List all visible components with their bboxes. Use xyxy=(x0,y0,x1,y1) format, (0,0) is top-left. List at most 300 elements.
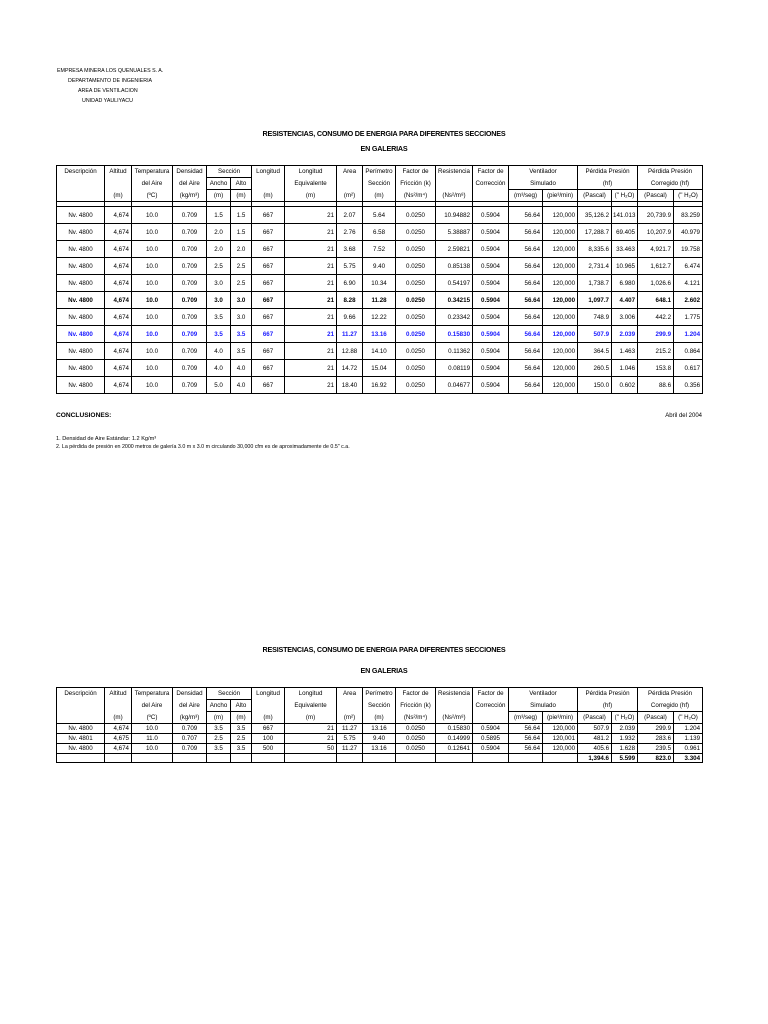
table1-cell: 4,674 xyxy=(105,360,132,377)
table1-cell: 667 xyxy=(252,207,285,224)
table1-cell: 21 xyxy=(285,224,337,241)
table1-cell: Nv. 4800 xyxy=(57,275,105,292)
table1-cell: 0.709 xyxy=(173,343,207,360)
table2-header-cell: (m²) xyxy=(337,712,363,724)
table2-header-cell xyxy=(57,700,105,712)
table1-cell: 3.0 xyxy=(231,309,252,326)
table1-cell: 4.0 xyxy=(231,377,252,394)
table1-header-cell: Fricción (k) xyxy=(396,178,436,190)
table2-header-cell: (Ns²/m⁴) xyxy=(396,712,436,724)
table1-row xyxy=(57,224,703,241)
table2-header-cell xyxy=(473,712,509,724)
conclusions-label: CONCLUSIONES: xyxy=(56,412,112,419)
table1-cell: 0.23342 xyxy=(436,309,473,326)
table1-cell: 56.64 xyxy=(509,360,543,377)
table1-cell: 1.046 xyxy=(612,360,638,377)
table1-cell: 667 xyxy=(252,258,285,275)
table2-cell: 4,674 xyxy=(105,744,132,754)
table1-cell: 0.602 xyxy=(612,377,638,394)
table1-header-cell: Area xyxy=(337,166,363,178)
table1-cell: 2.039 xyxy=(612,326,638,343)
table1-cell: 17,288.7 xyxy=(578,224,612,241)
table1-cell: 2.5 xyxy=(207,258,231,275)
table1-cell: 10.0 xyxy=(132,360,173,377)
table1-cell: 0.5904 xyxy=(473,275,509,292)
table1-cell: Nv. 4800 xyxy=(57,241,105,258)
table1-row xyxy=(57,292,703,309)
table1-cell: 0.5904 xyxy=(473,292,509,309)
table1-cell: 667 xyxy=(252,224,285,241)
table1-header-cell xyxy=(57,190,105,202)
table1-cell: 0.34215 xyxy=(436,292,473,309)
table1-cell: 3.006 xyxy=(612,309,638,326)
table2-cell: 0.707 xyxy=(173,734,207,744)
table2-header-cell: (Pascal) xyxy=(578,712,612,724)
table1-cell: 120,000 xyxy=(543,326,578,343)
table1-header-cell: del Aire xyxy=(132,178,173,190)
table1-cell: 507.9 xyxy=(578,326,612,343)
table1-cell: 0.5904 xyxy=(473,360,509,377)
table2-header-cell: Perímetro xyxy=(363,688,396,700)
table2-cell: 56.64 xyxy=(509,734,543,744)
table1-header-cell xyxy=(105,178,132,190)
table1-cell: 6.58 xyxy=(363,224,396,241)
table1-cell: Nv. 4800 xyxy=(57,343,105,360)
table1-cell: 3.5 xyxy=(231,326,252,343)
table1-header-cell: Sección xyxy=(207,166,252,178)
table2-header-cell: (ºC) xyxy=(132,712,173,724)
table2-cell: 5.75 xyxy=(337,734,363,744)
table1-header-cell: Resistencia xyxy=(436,166,473,178)
table1-cell: 4,674 xyxy=(105,377,132,394)
table1-cell: 21 xyxy=(285,258,337,275)
table1-header-cell: Longitud xyxy=(285,166,337,178)
table2-cell: 1.204 xyxy=(674,724,703,734)
table1-cell: 2.07 xyxy=(337,207,363,224)
table1-cell: 0.0250 xyxy=(396,377,436,394)
table2-cell: 1.932 xyxy=(612,734,638,744)
table2-header-cell: Equivalente xyxy=(285,700,337,712)
table1-cell: 56.64 xyxy=(509,275,543,292)
table1-cell: 0.5904 xyxy=(473,343,509,360)
table1-header-cell: (m) xyxy=(252,190,285,202)
table2-header-cell: (Pascal) xyxy=(638,712,674,724)
table1-cell: 2.0 xyxy=(231,241,252,258)
table1-cell: 4,674 xyxy=(105,241,132,258)
table1-header-cell: Alto xyxy=(231,178,252,190)
table1-cell: 9.66 xyxy=(337,309,363,326)
table1-cell: 16.92 xyxy=(363,377,396,394)
table2-cell: 120,000 xyxy=(543,724,578,734)
table1-cell: 120,000 xyxy=(543,224,578,241)
table1-cell: 0.0250 xyxy=(396,207,436,224)
table1-cell: 1,026.6 xyxy=(638,275,674,292)
table2-header-cell: Factor de xyxy=(396,688,436,700)
table2-header-cell: (m³/seg) xyxy=(509,712,543,724)
table2-cell: 4,674 xyxy=(105,724,132,734)
table2-header-cell: (m) xyxy=(105,712,132,724)
table1-cell: 3.0 xyxy=(231,292,252,309)
table1-header-cell xyxy=(57,178,105,190)
table1-cell: 2.0 xyxy=(207,224,231,241)
table1-cell: 667 xyxy=(252,241,285,258)
table2-header-cell: Alto xyxy=(231,700,252,712)
table2-header-cell: (m) xyxy=(207,712,231,724)
table1-cell: 2.5 xyxy=(231,258,252,275)
table1-cell: 12.88 xyxy=(337,343,363,360)
table2-cell: 21 xyxy=(285,724,337,734)
table2-cell: 4,675 xyxy=(105,734,132,744)
table1-header-cell: (Ns²/m⁸) xyxy=(436,190,473,202)
table2-cell: 2.5 xyxy=(231,734,252,744)
table1-row xyxy=(57,343,703,360)
summary-table xyxy=(56,687,703,763)
table1-cell: 56.64 xyxy=(509,258,543,275)
table2-cell xyxy=(105,754,132,763)
table1-header-cell: Descripción xyxy=(57,166,105,178)
table2-header-cell: (Ns²/m⁸) xyxy=(436,712,473,724)
table2-header-cell: Altitud xyxy=(105,688,132,700)
table2-cell: 0.15830 xyxy=(436,724,473,734)
table1-cell: Nv. 4800 xyxy=(57,360,105,377)
table2-cell xyxy=(285,754,337,763)
table2-cell: 120,001 xyxy=(543,734,578,744)
table1-cell: 1,612.7 xyxy=(638,258,674,275)
table1-cell: 141.013 xyxy=(612,207,638,224)
table2-cell: 56.64 xyxy=(509,744,543,754)
table1-cell: 0.709 xyxy=(173,207,207,224)
table2-cell: 10.0 xyxy=(132,744,173,754)
table1-cell: 120,000 xyxy=(543,258,578,275)
table2-cell: 13.16 xyxy=(363,724,396,734)
table1-cell: 4,674 xyxy=(105,292,132,309)
table1-cell: 21 xyxy=(285,343,337,360)
table1-row xyxy=(57,326,703,343)
table1-cell: 56.64 xyxy=(509,292,543,309)
table2-header-cell: Pérdida Presión xyxy=(578,688,638,700)
table1-row xyxy=(57,377,703,394)
table1-cell: 120,000 xyxy=(543,309,578,326)
table1-cell: Nv. 4800 xyxy=(57,224,105,241)
table1-cell: 0.709 xyxy=(173,326,207,343)
table2-cell: 283.6 xyxy=(638,734,674,744)
table1-cell: 120,000 xyxy=(543,343,578,360)
table1-cell: 0.0250 xyxy=(396,224,436,241)
table1-cell: 9.40 xyxy=(363,258,396,275)
resistance-table xyxy=(56,165,703,394)
table2-cell: 21 xyxy=(285,734,337,744)
table1-cell: 4,674 xyxy=(105,275,132,292)
table2-cell: 0.0250 xyxy=(396,724,436,734)
table2-cell: Nv. 4800 xyxy=(57,744,105,754)
table2-row xyxy=(57,734,703,744)
table1-cell: 14.10 xyxy=(363,343,396,360)
table1-cell: 364.5 xyxy=(578,343,612,360)
table1-header-cell: (" H₂O) xyxy=(674,190,703,202)
table2-header-cell: Area xyxy=(337,688,363,700)
table2-cell: 667 xyxy=(252,724,285,734)
table2-header-cell: Factor de xyxy=(473,688,509,700)
total-value: 3.304 xyxy=(674,754,703,763)
table2-header-cell: Longitud xyxy=(285,688,337,700)
table1-subtitle: EN GALERIAS xyxy=(360,144,408,153)
table1-cell: 667 xyxy=(252,326,285,343)
table1-cell: 10.0 xyxy=(132,326,173,343)
table1-header-cell: Longitud xyxy=(252,166,285,178)
table1-cell: 0.709 xyxy=(173,309,207,326)
table1-header-row xyxy=(57,190,703,202)
table2-header-cell: del Aire xyxy=(173,700,207,712)
table1-cell: 4.0 xyxy=(207,360,231,377)
table1-row xyxy=(57,241,703,258)
table1-cell: 299.9 xyxy=(638,326,674,343)
table2-cell xyxy=(231,754,252,763)
table2-header-cell xyxy=(105,700,132,712)
table1-cell: 56.64 xyxy=(509,377,543,394)
table1-header-cell: (m) xyxy=(363,190,396,202)
table2-cell: 0.0250 xyxy=(396,734,436,744)
table1-cell: 56.64 xyxy=(509,309,543,326)
table2-cell: 1.139 xyxy=(674,734,703,744)
table1-cell: 11.27 xyxy=(337,326,363,343)
table1-cell: 3.68 xyxy=(337,241,363,258)
table2-row xyxy=(57,744,703,754)
table2-cell: 3.5 xyxy=(231,724,252,734)
table1-cell: 0.11362 xyxy=(436,343,473,360)
table2-header-cell: Longitud xyxy=(252,688,285,700)
table1-cell: 10.0 xyxy=(132,275,173,292)
table1-cell: 4,674 xyxy=(105,309,132,326)
table2-cell: 0.709 xyxy=(173,744,207,754)
table1-header-cell: (ºC) xyxy=(132,190,173,202)
table2-cell xyxy=(57,754,105,763)
table1-cell: 5.64 xyxy=(363,207,396,224)
table2-header-cell: (kg/m³) xyxy=(173,712,207,724)
table1-row xyxy=(57,258,703,275)
table2-cell: 0.14999 xyxy=(436,734,473,744)
table2-cell xyxy=(252,754,285,763)
table2-cell: 0.709 xyxy=(173,724,207,734)
table1-cell: 10.0 xyxy=(132,377,173,394)
table2-header-cell: (" H₂O) xyxy=(612,712,638,724)
table1-cell: 19.758 xyxy=(674,241,703,258)
table1-cell: 4,674 xyxy=(105,326,132,343)
table2-cell xyxy=(543,754,578,763)
table2-cell: 11.0 xyxy=(132,734,173,744)
table1-cell: 8.28 xyxy=(337,292,363,309)
table2-cell: 299.9 xyxy=(638,724,674,734)
table1-cell: 10.94882 xyxy=(436,207,473,224)
table1-header-cell: (pie³/min) xyxy=(543,190,578,202)
table1-header-cell: (m) xyxy=(285,190,337,202)
table2-cell xyxy=(363,754,396,763)
table1-cell: 6.980 xyxy=(612,275,638,292)
table1-header-row xyxy=(57,166,703,178)
table1-cell: 10.965 xyxy=(612,258,638,275)
table1-header-cell: (hf) xyxy=(578,178,638,190)
table1-cell: 0.5904 xyxy=(473,224,509,241)
table1-cell: 0.0250 xyxy=(396,241,436,258)
table1-cell: 120,000 xyxy=(543,292,578,309)
table1-cell: 69.405 xyxy=(612,224,638,241)
table1-cell: 4,674 xyxy=(105,343,132,360)
table2-cell: 3.5 xyxy=(207,744,231,754)
table1-header-cell xyxy=(473,190,509,202)
table2-header-cell: (m) xyxy=(231,712,252,724)
table1-cell: 0.15830 xyxy=(436,326,473,343)
table1-cell: 0.0250 xyxy=(396,343,436,360)
table1-cell: 10.0 xyxy=(132,343,173,360)
table1-cell: 1,097.7 xyxy=(578,292,612,309)
conclusions-notes xyxy=(56,434,350,453)
table1-cell: 4,921.7 xyxy=(638,241,674,258)
total-value: 5.599 xyxy=(612,754,638,763)
table1-header-cell: (m³/seg) xyxy=(509,190,543,202)
table2-header-cell: Corrección xyxy=(473,700,509,712)
table1-cell: Nv. 4800 xyxy=(57,326,105,343)
note-2: 2. La pérdida de presión en 2000 metros de galería 3.0 m x 3.0 m circulando 30,000 cfm es de aproximadamente de 0.5" c.a. xyxy=(56,444,350,450)
table1-cell: 15.04 xyxy=(363,360,396,377)
table1-header-cell: (m) xyxy=(231,190,252,202)
table2-cell: 100 xyxy=(252,734,285,744)
table1-header-cell: Pérdida Presión xyxy=(638,166,703,178)
table1-cell: 0.5904 xyxy=(473,326,509,343)
table1-cell: 0.709 xyxy=(173,292,207,309)
table1-cell: 2,731.4 xyxy=(578,258,612,275)
table1-cell: 6.474 xyxy=(674,258,703,275)
table1-cell: 18.40 xyxy=(337,377,363,394)
table2-header-cell xyxy=(436,700,473,712)
table1-header-cell: (Pascal) xyxy=(638,190,674,202)
table2-header-cell: (hf) xyxy=(578,700,638,712)
table1-cell: 21 xyxy=(285,207,337,224)
table1-header-cell xyxy=(337,178,363,190)
table1-cell: 667 xyxy=(252,292,285,309)
table1-cell: 120,000 xyxy=(543,275,578,292)
table1-header-cell xyxy=(252,178,285,190)
table1-cell: 56.64 xyxy=(509,326,543,343)
table1-cell: 3.5 xyxy=(207,309,231,326)
table2-cell: 13.16 xyxy=(363,744,396,754)
table1-cell: 10.0 xyxy=(132,292,173,309)
company-name: EMPRESA MINERA LOS QUENUALES S. A. xyxy=(57,68,164,74)
table1-cell: 4,674 xyxy=(105,224,132,241)
table1-header-cell: del Aire xyxy=(173,178,207,190)
table1-header-cell xyxy=(436,178,473,190)
table1-cell: 0.5904 xyxy=(473,377,509,394)
table1-cell: 1.5 xyxy=(207,207,231,224)
table1-cell: 12.22 xyxy=(363,309,396,326)
table2-cell: 3.5 xyxy=(231,744,252,754)
table2-header-cell: (m) xyxy=(363,712,396,724)
table2-cell xyxy=(473,754,509,763)
table2-header-cell xyxy=(57,712,105,724)
table1-cell: 0.5904 xyxy=(473,258,509,275)
table2-cell xyxy=(436,754,473,763)
table1-header-cell: Corregido (hf) xyxy=(638,178,703,190)
table2-cell: 3.5 xyxy=(207,724,231,734)
table1-cell: 3.5 xyxy=(231,343,252,360)
table1-cell: 20,739.9 xyxy=(638,207,674,224)
unit-name: UNIDAD YAULIYACU xyxy=(82,98,133,104)
table1-cell: 748.9 xyxy=(578,309,612,326)
table1-cell: 667 xyxy=(252,309,285,326)
table2-cell: 500 xyxy=(252,744,285,754)
table1-cell: 0.617 xyxy=(674,360,703,377)
table1-cell: 667 xyxy=(252,343,285,360)
table1-cell: 0.356 xyxy=(674,377,703,394)
table2-row xyxy=(57,724,703,734)
table1-cell: 0.08119 xyxy=(436,360,473,377)
table1-cell: 0.5904 xyxy=(473,241,509,258)
table2-header-cell: Descripción xyxy=(57,688,105,700)
table2-cell: 0.0250 xyxy=(396,744,436,754)
table1-header-cell: Sección xyxy=(363,178,396,190)
table1-cell: 56.64 xyxy=(509,343,543,360)
table1-cell: 11.28 xyxy=(363,292,396,309)
table1-cell: 21 xyxy=(285,292,337,309)
table1-cell: 120,000 xyxy=(543,207,578,224)
table2-header-row xyxy=(57,688,703,700)
table1-row xyxy=(57,275,703,292)
table2-cell: 9.40 xyxy=(363,734,396,744)
table2-cell: 2.039 xyxy=(612,724,638,734)
table1-cell: 0.0250 xyxy=(396,292,436,309)
document-date: Abril del 2004 xyxy=(665,413,702,419)
table1-cell: 3.5 xyxy=(207,326,231,343)
table1-cell: 10.0 xyxy=(132,224,173,241)
table2-cell xyxy=(132,754,173,763)
table2-cell: 0.961 xyxy=(674,744,703,754)
table1-cell: 0.709 xyxy=(173,258,207,275)
table1-cell: 442.2 xyxy=(638,309,674,326)
table1-cell: 153.8 xyxy=(638,360,674,377)
table1-cell: 4,674 xyxy=(105,258,132,275)
table1-header-cell: Simulado xyxy=(509,178,578,190)
table1-row xyxy=(57,207,703,224)
table1-cell: Nv. 4800 xyxy=(57,258,105,275)
table2-header-cell: Resistencia xyxy=(436,688,473,700)
table2-totals-row xyxy=(57,754,703,763)
table1-cell: 0.85138 xyxy=(436,258,473,275)
table1-cell: 0.709 xyxy=(173,224,207,241)
table1-header-cell: Altitud xyxy=(105,166,132,178)
table1-title: RESISTENCIAS, CONSUMO DE ENERGIA PARA DIFERENTES SECCIONES xyxy=(262,129,506,138)
table1-cell: 35,126.2 xyxy=(578,207,612,224)
table1-header-cell: Temperatura xyxy=(132,166,173,178)
table1-header-cell: Perímetro xyxy=(363,166,396,178)
table1-cell: 21 xyxy=(285,377,337,394)
table1-header-cell: Pérdida Presión xyxy=(578,166,638,178)
table1-cell: 33.463 xyxy=(612,241,638,258)
table1-cell: 0.5904 xyxy=(473,309,509,326)
table1-header-cell: Densidad xyxy=(173,166,207,178)
table1-row xyxy=(57,360,703,377)
table1-cell: 0.864 xyxy=(674,343,703,360)
table2-cell: 50 xyxy=(285,744,337,754)
table2-cell: 10.0 xyxy=(132,724,173,734)
table2-header-cell: Corregido (hf) xyxy=(638,700,703,712)
table1-cell: 120,000 xyxy=(543,241,578,258)
table1-header-cell: (m) xyxy=(207,190,231,202)
table1-cell: 4.121 xyxy=(674,275,703,292)
table1-cell: 40.979 xyxy=(674,224,703,241)
table2-cell xyxy=(396,754,436,763)
table1-header-cell: Equivalente xyxy=(285,178,337,190)
table1-cell: 0.0250 xyxy=(396,360,436,377)
table2-header-cell: Ancho xyxy=(207,700,231,712)
table2-cell: 11.27 xyxy=(337,744,363,754)
